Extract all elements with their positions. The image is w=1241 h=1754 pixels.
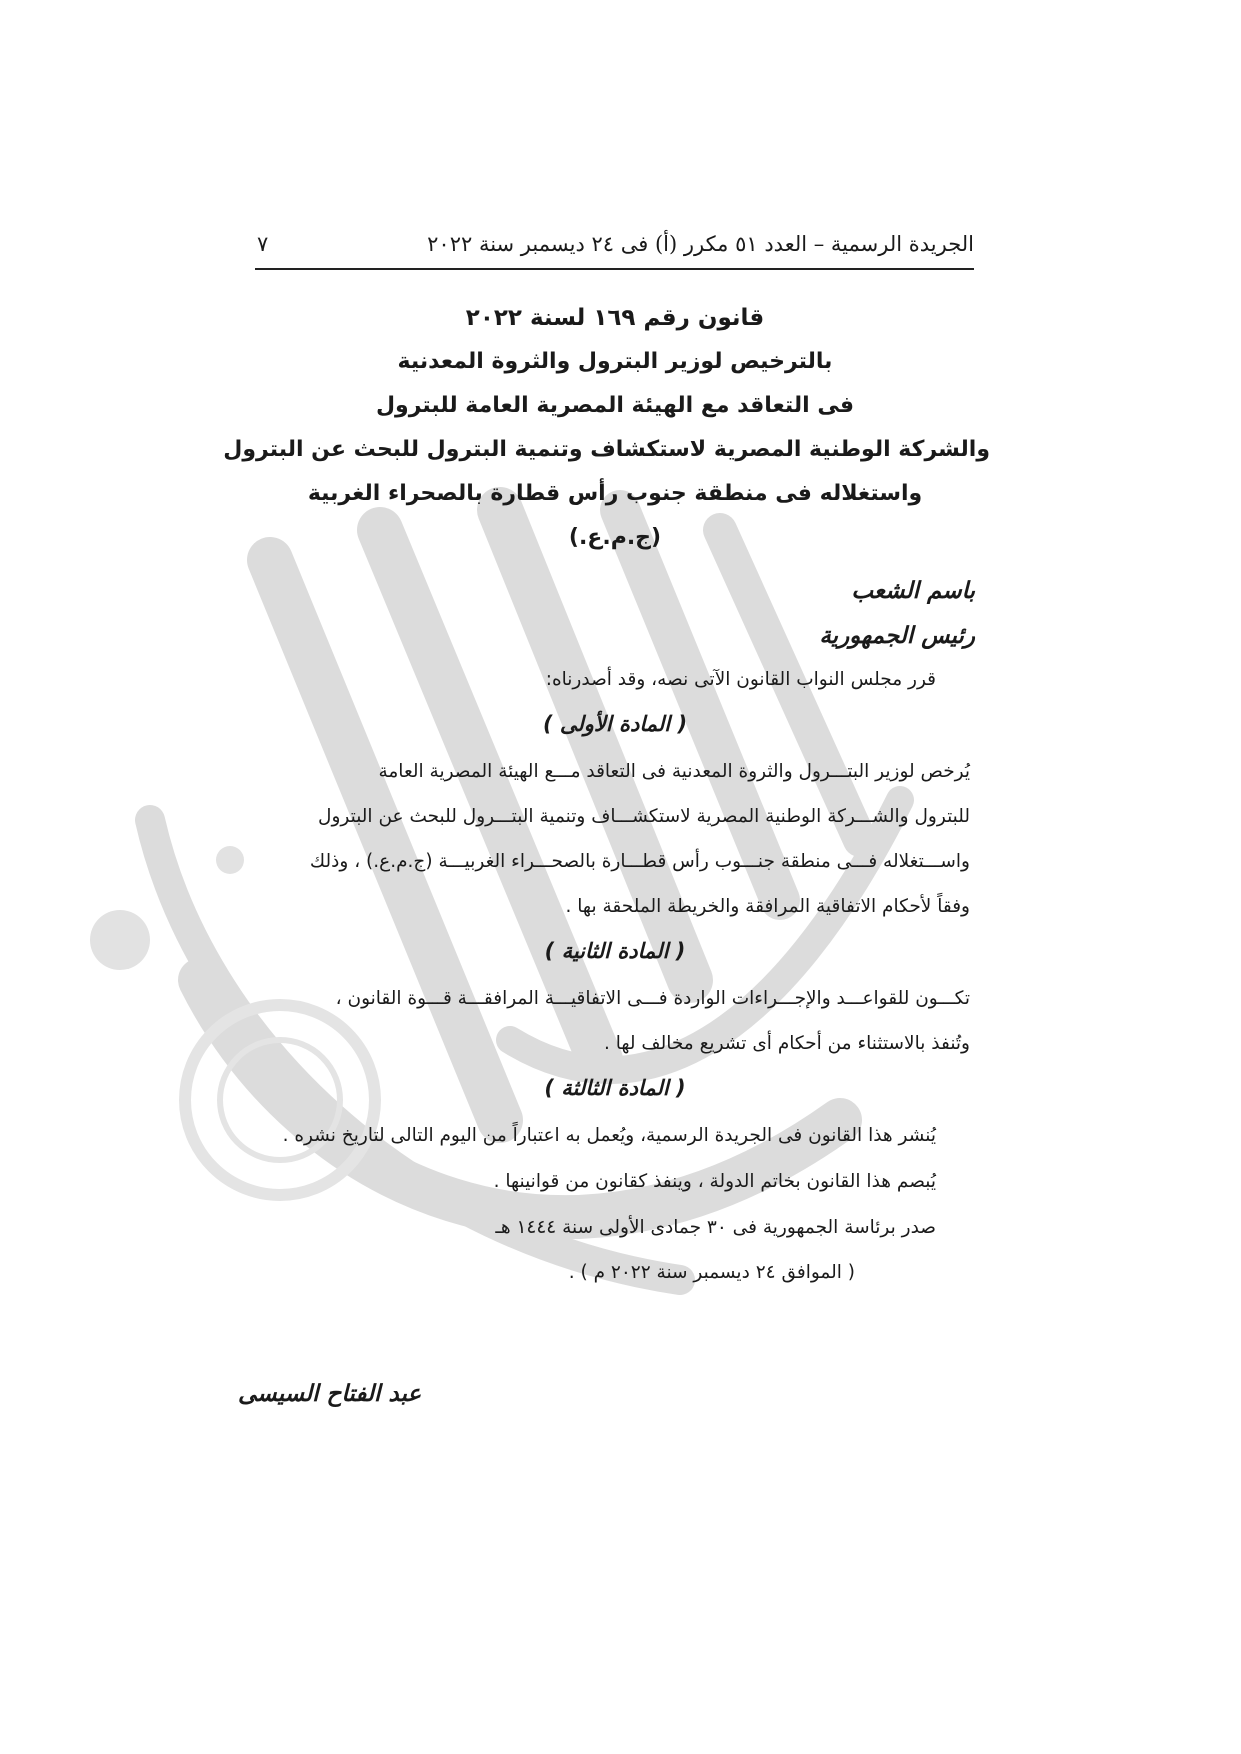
law-title-line: فى التعاقد مع الهيئة المصرية العامة للبترول <box>375 393 855 418</box>
president-heading: رئيس الجمهورية <box>819 623 975 649</box>
article-1-line: واســـتغلاله فـــى منطقة جنـــوب رأس قطـــارة بالصحـــراء الغربيـــة (ج.م.ع.) ، وذلك <box>309 851 970 872</box>
article-1-line: للبترول والشـــركة الوطنية المصرية لاستكشـــاف وتنمية البتـــرول للبحث عن البترول <box>318 806 970 827</box>
article-3-line: يُنشر هذا القانون فى الجريدة الرسمية، ويُعمل به اعتباراً من اليوم التالى لتاريخ نشره . <box>282 1125 936 1146</box>
page-header <box>255 228 974 270</box>
law-title: قانون رقم ١٦٩ لسنة ٢٠٢٢ <box>465 305 765 331</box>
law-title-line: واستغلاله فى منطقة جنوب رأس قطارة بالصحراء الغربية <box>307 481 923 506</box>
article-1-line: وفقاً لأحكام الاتفاقية المرافقة والخريطة الملحقة بها . <box>565 896 970 917</box>
article-1-line: يُرخص لوزير البتـــرول والثروة المعدنية فى التعاقد مـــع الهيئة المصرية العامة <box>378 761 970 782</box>
enactment-statement: قرر مجلس النواب القانون الآتى نصه، وقد أصدرناه: <box>545 669 936 690</box>
law-title-line: (ج.م.ع.) <box>568 525 662 550</box>
president-signature: عبد الفتاح السيسى <box>238 1381 422 1407</box>
article-2-line: تكـــون للقواعـــد والإجـــراءات الواردة فـــى الاتفاقيـــة المرافقـــة قـــوة القانون ، <box>335 988 970 1009</box>
seal-statement: يُبصم هذا القانون بخاتم الدولة ، وينفذ كقانون من قوانينها . <box>493 1171 936 1192</box>
article-3-title: ( المادة الثالثة ) <box>544 1076 686 1100</box>
law-title-block <box>223 296 990 560</box>
page-number: ٧ <box>257 232 269 256</box>
in-the-name-of-the-people: باسم الشعب <box>851 578 975 604</box>
issue-date-gregorian: ( الموافق ٢٤ ديسمبر سنة ٢٠٢٢ م ) . <box>568 1262 855 1283</box>
issue-date-hijri: صدر برئاسة الجمهورية فى ٣٠ جمادى الأولى سنة ١٤٤٤ هـ <box>495 1217 936 1238</box>
law-title-line: والشركة الوطنية المصرية لاستكشاف وتنمية البترول للبحث عن البترول <box>223 437 990 462</box>
article-2-line: وتُنفذ بالاستثناء من أحكام أى تشريع مخالف لها . <box>603 1033 970 1054</box>
header-publication-info: الجريدة الرسمية – العدد ٥١ مكرر (أ) فى ٢٤ ديسمبر سنة ٢٠٢٢ <box>427 232 974 256</box>
law-title-line: بالترخيص لوزير البترول والثروة المعدنية <box>397 349 833 374</box>
article-1-title: ( المادة الأولى ) <box>542 712 688 736</box>
article-2-title: ( المادة الثانية ) <box>544 939 686 963</box>
